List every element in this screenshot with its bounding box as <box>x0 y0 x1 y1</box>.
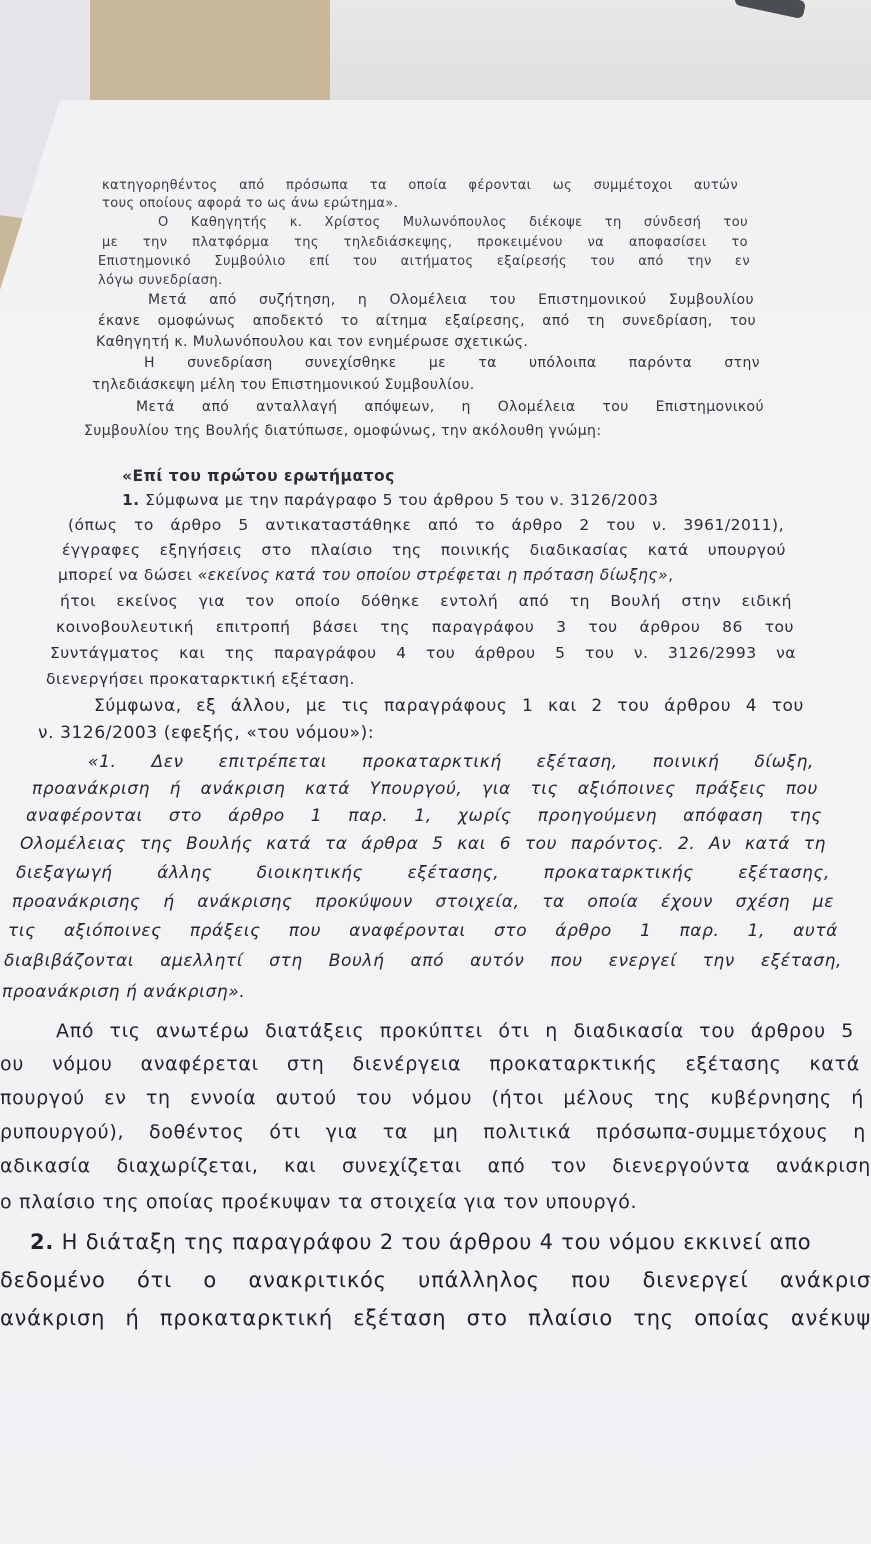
text-line: Καθηγητή κ. Μυλωνόπουλου και τον ενημέρωσε σχετικώς. <box>96 334 529 350</box>
text-line: έγγραφες εξηγήσεις στο πλαίσιο της ποινικής διαδικασίας κατά υπουργού <box>62 541 786 559</box>
quoted-line: διαβιβάζονται αμελλητί στη Βουλή από αυτόν που ενεργεί την εξέταση, <box>4 951 842 971</box>
text-line: ήτοι εκείνος για τον οποίο δόθηκε εντολή από τη Βουλή στην ειδική <box>60 592 792 610</box>
text-line: ανάκριση ή προκαταρκτική εξέταση στο πλαίσιο της οποίας ανέκυψ <box>0 1306 871 1330</box>
quoted-line: προανάκρισης ή ανάκρισης προκύψουν στοιχεία, τα οποία έχουν σχέση με <box>12 892 834 912</box>
text-line: έκανε ομοφώνως αποδεκτό το αίτημα εξαίρεσης, από τη συνεδρίαση, του <box>98 313 756 329</box>
text-line: λόγω συνεδρίαση. <box>98 273 223 288</box>
text-span: μπορεί να δώσει <box>58 566 198 584</box>
text-line: Επιστημονικό Συμβούλιο επί του αιτήματος εξαίρεσής του από την εν <box>98 254 750 269</box>
quoted-line: προανάκριση ή ανάκριση». <box>2 982 246 1002</box>
paragraph-number: 2. <box>30 1230 55 1254</box>
text-line: Ο Καθηγητής κ. Χρίστος Μυλωνόπουλος διέκοψε τη σύνδεσή του <box>158 215 748 230</box>
text-line: με την πλατφόρμα της τηλεδιάσκεψης, προκειμένου να αποφασίσει το <box>102 235 748 250</box>
text-line <box>122 491 782 509</box>
text-line: δεδομένο ότι ο ανακριτικός υπάλληλος που διενεργεί ανάκρισ <box>0 1268 871 1292</box>
quoted-line: διεξαγωγή άλλης διοικητικής εξέτασης, προκαταρκτικής εξέτασης, <box>16 863 830 883</box>
text-line: ου νόμου αναφέρεται στη διενέργεια προκαταρκτικής εξέτασης κατά <box>0 1053 860 1075</box>
text-line: ν. 3126/2003 (εφεξής, «του νόμου»): <box>38 723 375 743</box>
text-line: πουργού εν τη εννοία αυτού του νόμου (ήτοι μέλους της κυβέρνησης ή <box>0 1087 864 1109</box>
text-line: Μετά από ανταλλαγή απόψεων, η Ολομέλεια του Επιστημονικού <box>136 399 764 415</box>
text-line: ρυπουργού), δοθέντος ότι για τα μη πολιτικά πρόσωπα-συμμετόχους η <box>0 1121 866 1143</box>
text-line: Συντάγματος και της παραγράφου 4 του άρθρου 5 του ν. 3126/2993 να <box>50 644 796 662</box>
text-line: Μετά από συζήτηση, η Ολομέλεια του Επιστημονικού Συμβουλίου <box>148 292 754 308</box>
quoted-text: «εκείνος κατά του οποίου στρέφεται η πρόταση δίωξης» <box>197 566 669 584</box>
text-line: διενεργήσει προκαταρκτική εξέταση. <box>46 670 355 688</box>
quoted-line: προανάκριση ή ανάκριση κατά Υπουργού, για τις αξιόποινες πράξεις που <box>32 779 818 799</box>
text-line: κατηγορηθέντος από πρόσωπα τα οποία φέρονται ως συμμέτοχοι αυτών <box>102 178 738 193</box>
text-line: Συμβουλίου της Βουλής διατύπωσε, ομοφώνως, την ακόλουθη γνώμη: <box>84 423 602 439</box>
text-line: (όπως το άρθρο 5 αντικαταστάθηκε από το άρθρο 2 του ν. 3961/2011), <box>68 516 784 534</box>
text-line <box>58 566 788 584</box>
text-line <box>30 1230 871 1254</box>
text-line: Η συνεδρίαση συνεχίσθηκε με τα υπόλοιπα παρόντα στην <box>144 355 760 371</box>
text-span: , <box>668 566 674 584</box>
text-span: Η διάταξη της παραγράφου 2 του άρθρου 4 του νόμου εκκινεί απο <box>54 1230 812 1254</box>
quoted-line: τις αξιόποινες πράξεις που αναφέρονται στο άρθρο 1 παρ. 1, αυτά <box>8 921 838 941</box>
text-line: κοινοβουλευτική επιτροπή βάσει της παραγράφου 3 του άρθρου 86 του <box>56 618 794 636</box>
quoted-line: Ολομέλειας της Βουλής κατά τα άρθρα 5 και 6 του παρόντος. 2. Αν κατά τη <box>20 834 826 854</box>
text-line: αδικασία διαχωρίζεται, και συνεχίζεται από τον διενεργούντα ανάκριση <box>0 1155 871 1177</box>
quoted-line: «1. Δεν επιτρέπεται προκαταρκτική εξέταση, ποινική δίωξη, <box>88 752 814 772</box>
text-line: τους οποίους αφορά το ως άνω ερώτημα». <box>102 196 399 211</box>
quoted-line: αναφέρονται στο άρθρο 1 παρ. 1, χωρίς προηγούμενη απόφαση της <box>26 806 822 826</box>
text-span: Σύμφωνα με την παράγραφο 5 του άρθρου 5 του ν. 3126/2003 <box>139 491 659 509</box>
section-heading: «Επί του πρώτου ερωτήματος <box>122 467 395 485</box>
text-line: ο πλαίσιο της οποίας προέκυψαν τα στοιχεία για τον υπουργό. <box>0 1191 638 1213</box>
text-line: τηλεδιάσκεψη μέλη του Επιστημονικού Συμβουλίου. <box>92 377 475 393</box>
paragraph-number: 1. <box>122 491 140 509</box>
text-line: Από τις ανωτέρω διατάξεις προκύπτει ότι η διαδικασία του άρθρου 5 <box>56 1020 854 1042</box>
text-line: Σύμφωνα, εξ άλλου, με τις παραγράφους 1 και 2 του άρθρου 4 του <box>94 696 804 716</box>
